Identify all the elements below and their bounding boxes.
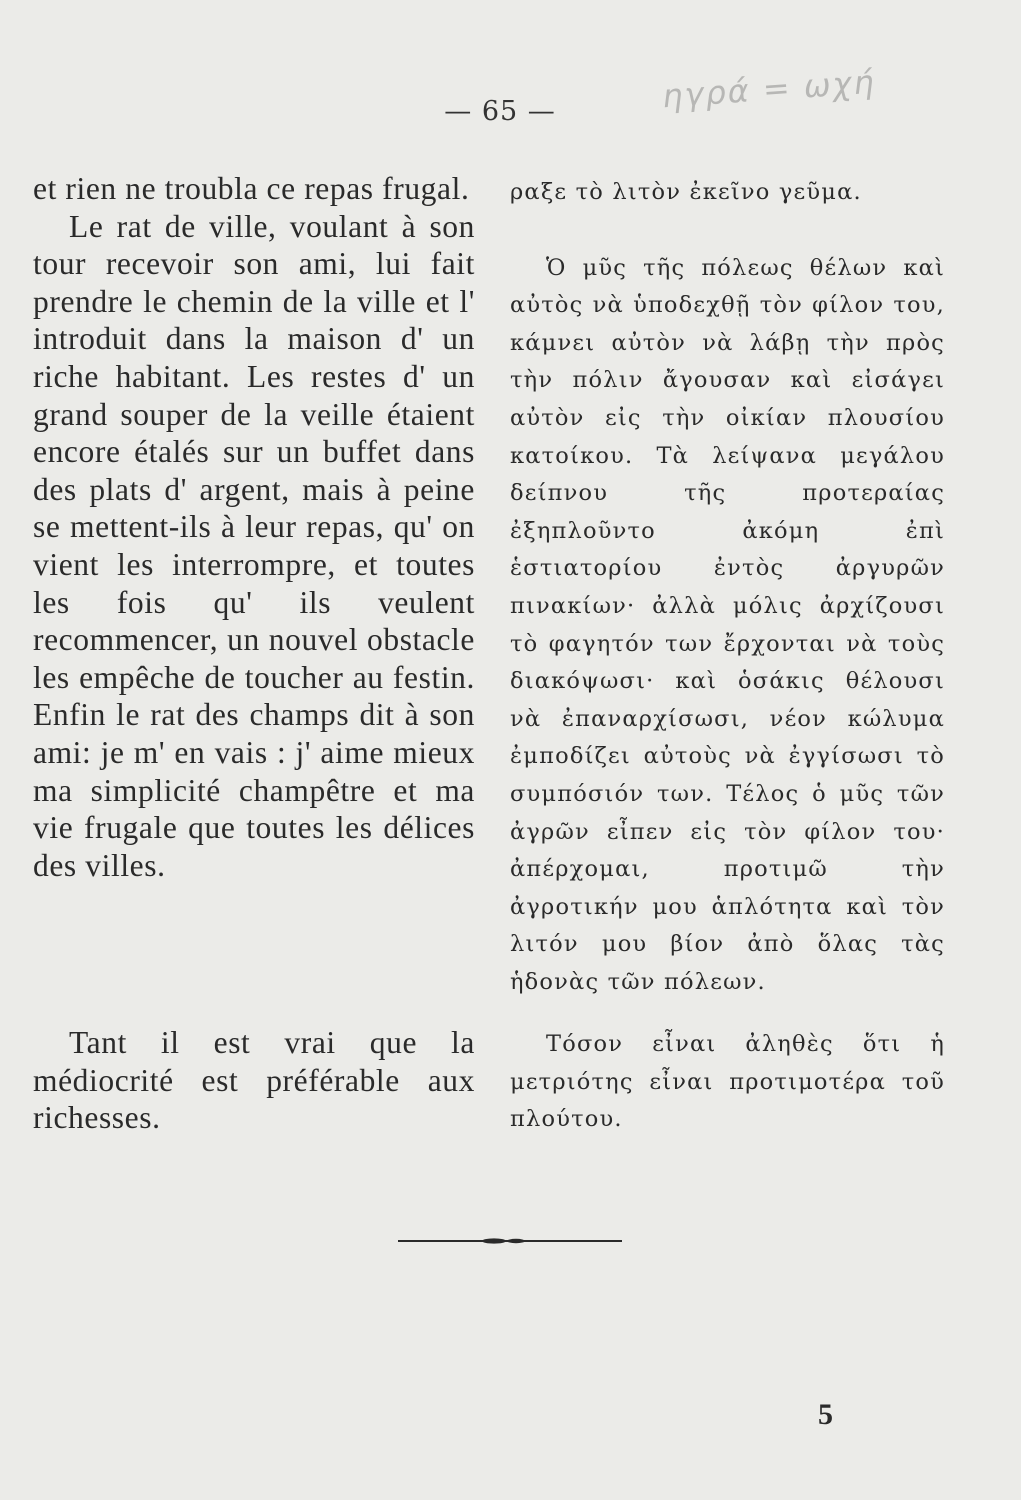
handwritten-annotation: ηγρά = ωχή	[660, 62, 877, 116]
french-paragraph-2: Le rat de ville, voulant à son tour recevoir son ami, lui fait prendre le chemin de la ville et l' introduit dans la maison d' un riche habitant. Les restes d' un grand souper de la veille étaient encore étalés sur un buffet dans des plats d' argent, mais à peine se mettent-ils à leur repas, qu' on vient les interrompre, et toutes les fois qu' ils veulent recommencer, un nouvel obstacle les empêche de toucher au festin. Enfin le rat des champs dit à son ami: je m' en vais : j' aime mieux ma simplicité champêtre et ma vie frugale que toutes les délices des villes.	[33, 208, 475, 883]
page-number-header: — 65 —	[444, 96, 556, 127]
greek-column	[510, 174, 945, 1001]
greek-paragraph-1: ραξε τὸ λιτὸν ἐκεῖνο γεῦμα.	[510, 179, 862, 205]
french-moral: Tant il est vrai que la médiocrité est préférable aux richesses.	[33, 1025, 475, 1136]
signature-mark: 5	[818, 1398, 833, 1431]
french-column	[33, 170, 475, 884]
greek-moral: Τόσον εἶναι ἀληθὲς ὅτι ἡ μετριότης εἶναι προτιμοτέρα τοῦ πλούτου.	[510, 1031, 945, 1133]
ornamental-divider	[398, 1238, 622, 1244]
greek-paragraph-2: Ὁ μῦς τῆς πόλεως θέλων καὶ αὐτὸς νὰ ὑποδεχθῇ τὸν φίλον του, κάμνει αὐτὸν νὰ λάβῃ τὴν πρὸς τὴν πόλιν ἄγουσαν καὶ εἰσάγει αὐτὸν εἰς τὴν οἰκίαν πλουσίου κατοίκου. Τὰ λείψανα μεγάλου δείπνου τῆς προτεραίας ἐξηπλοῦντο ἀκόμη ἐπὶ ἑστιατορίου ἐντὸς ἀργυρῶν πινακίων· ἀλλὰ μόλις ἀρχίζουσι τὸ φαγητόν των ἔρχονται νὰ τοὺς διακόψωσι· καὶ ὁσάκις θέλουσι νὰ ἐπαναρχίσωσι, νέον κώλυμα ἐμποδίζει αὐτοὺς νὰ ἐγγίσωσι τὸ συμπόσιόν των. Τέλος ὁ μῦς τῶν ἀγρῶν εἶπεν εἰς τὸν φίλον του· ἀπέρχομαι, προτιμῶ τὴν ἀγροτικήν μου ἁπλότητα καὶ τὸν λιτόν μου βίον ἀπὸ ὅλας τὰς ἡδονὰς τῶν πόλεων.	[510, 254, 945, 995]
french-paragraph-1: et rien ne troubla ce repas frugal.	[33, 171, 470, 206]
